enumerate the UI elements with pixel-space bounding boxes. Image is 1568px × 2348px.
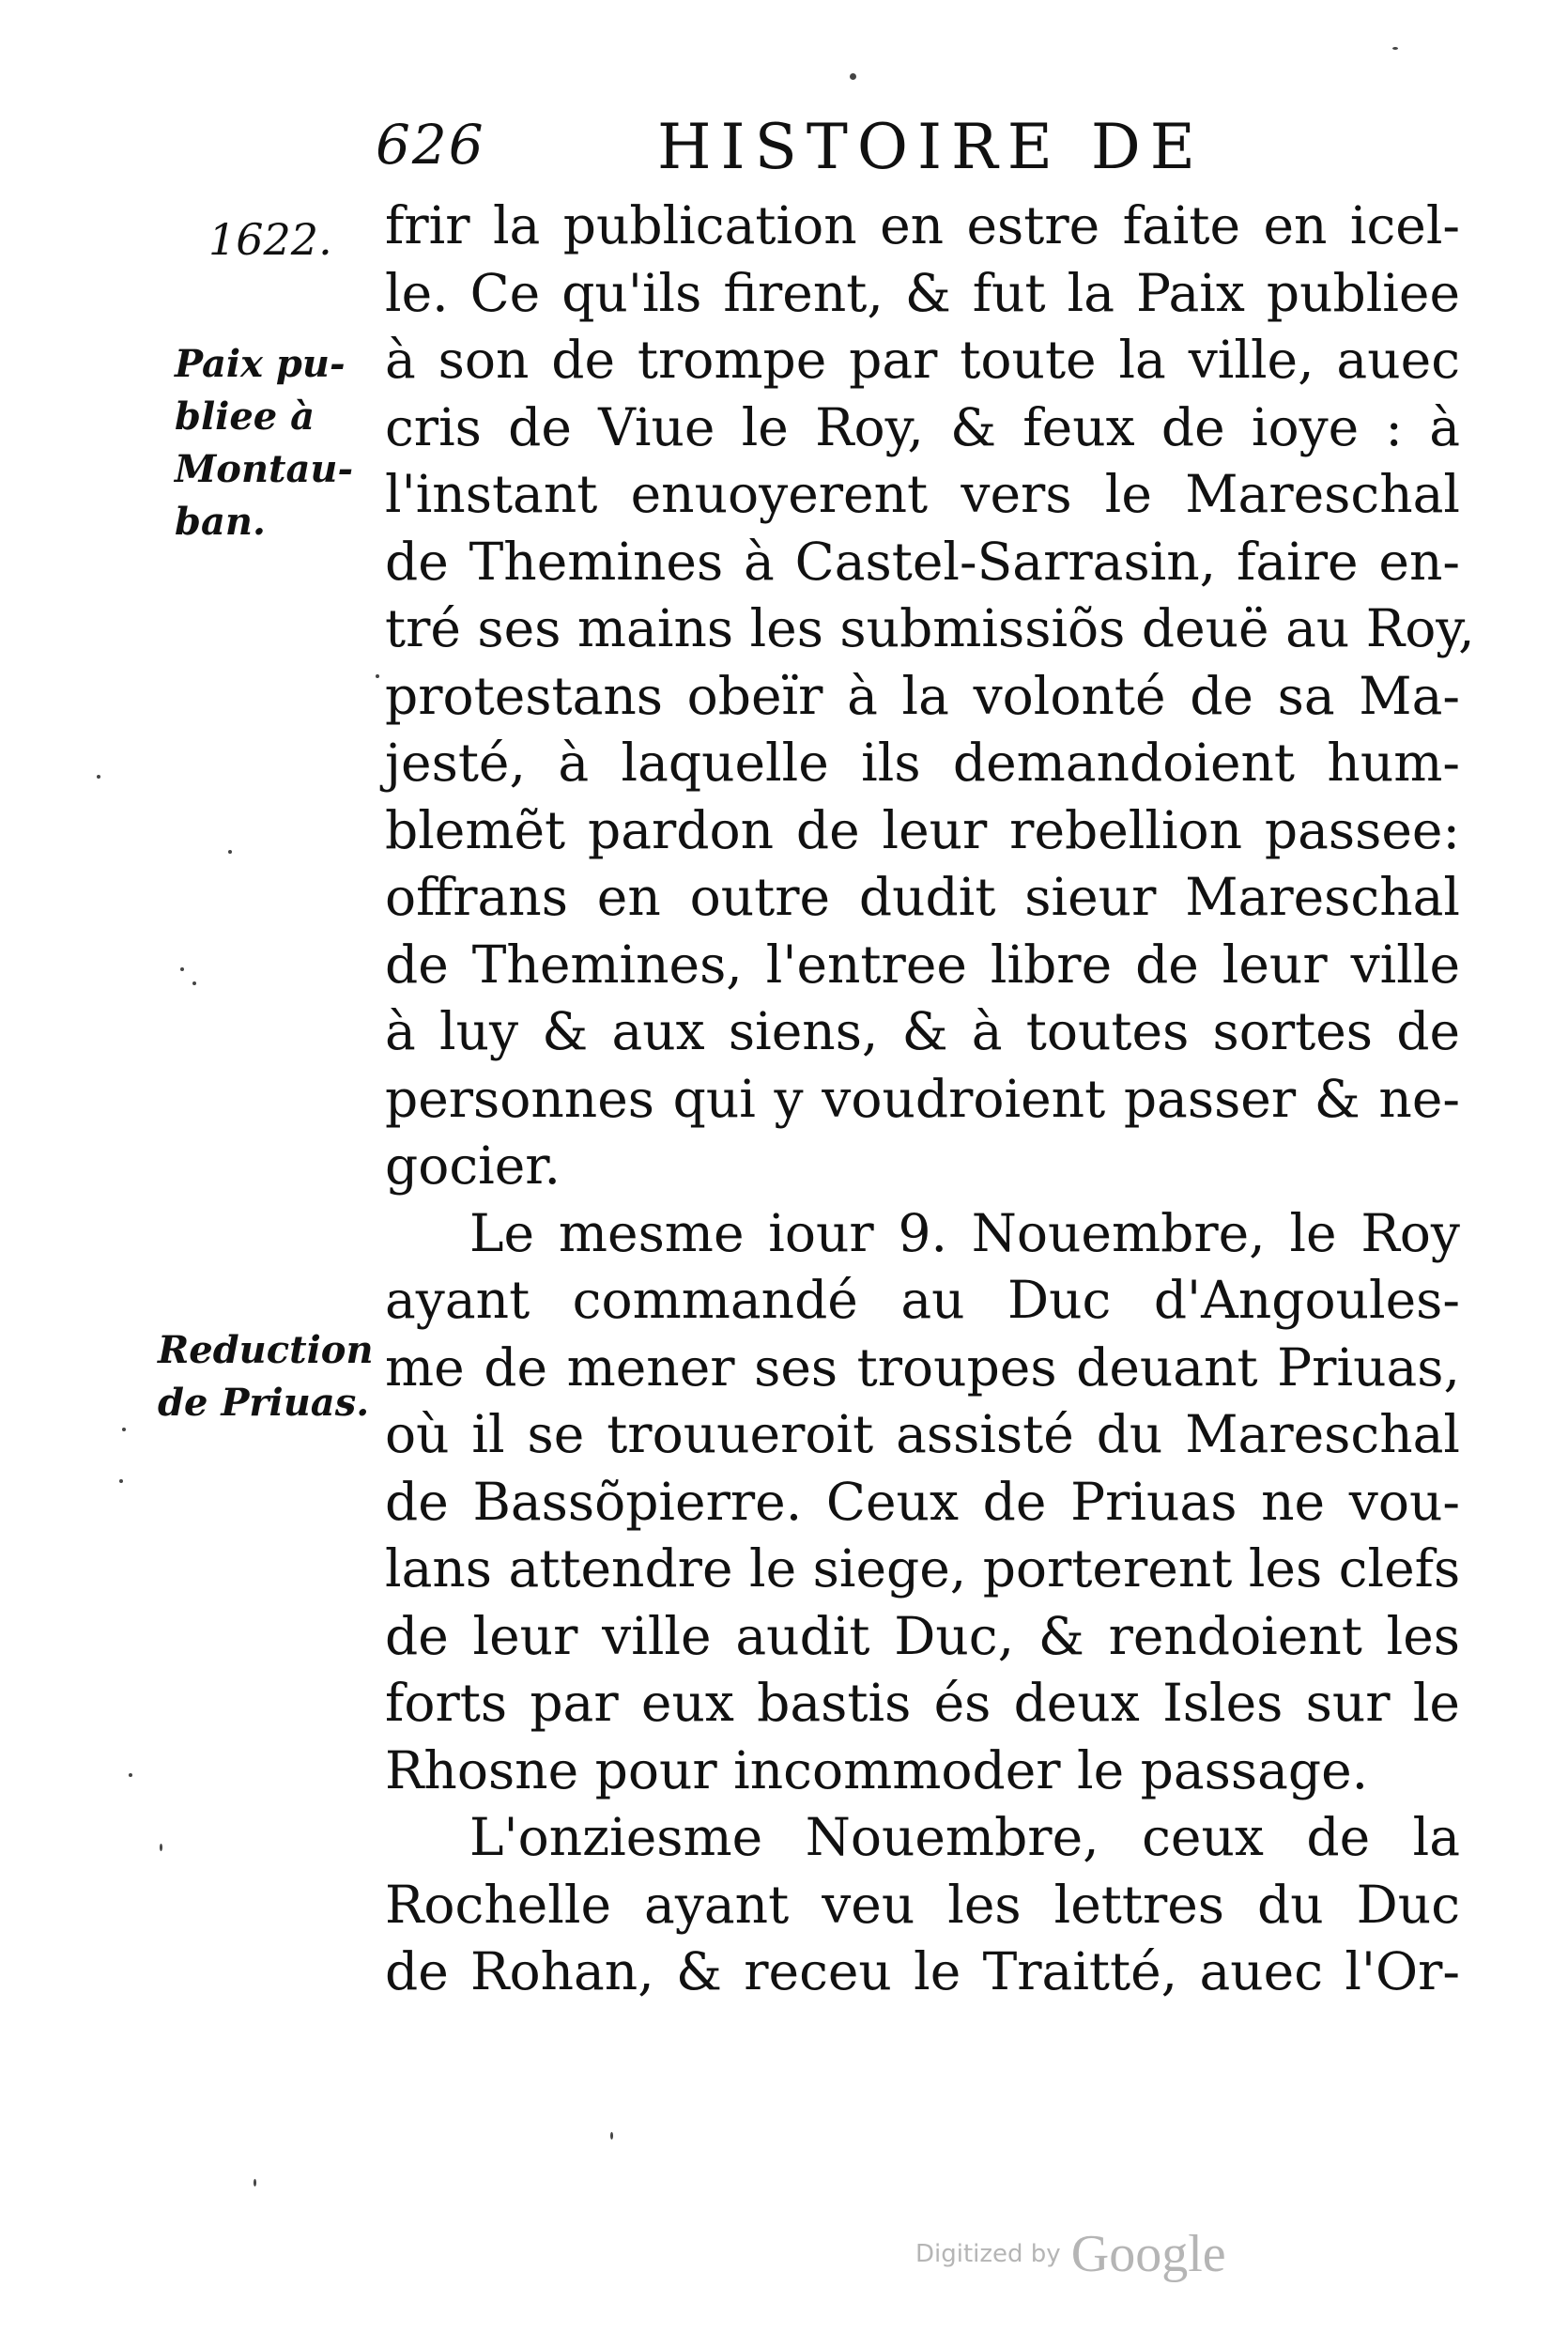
margin-note-line: bliee à <box>175 394 315 439</box>
scan-speck <box>228 850 232 854</box>
scan-speck <box>376 674 379 678</box>
text-line: à luy & aux siens, & à toutes sortes de <box>385 1001 1460 1061</box>
running-head: HISTOIRE DE <box>657 111 1205 183</box>
scan-speck <box>254 2179 256 2186</box>
text-line: personnes qui y voudroient passer & ne- <box>385 1068 1460 1129</box>
scan-speck <box>192 981 196 985</box>
text-line: lans attendre le siege, porterent les clefs <box>385 1538 1461 1599</box>
body-text <box>385 193 1475 2006</box>
margin-note-line: ban. <box>175 500 266 544</box>
text-line: gocier. <box>385 1135 561 1196</box>
scan-speck <box>1392 47 1398 50</box>
text-line: offrans en outre dudit sieur Mareschal <box>385 867 1460 927</box>
text-line: forts par eux bastis és deux Isles sur le <box>385 1673 1460 1733</box>
scan-speck <box>160 1844 162 1851</box>
text-line: cris de Viue le Roy, & feux de ioye : à <box>385 396 1460 457</box>
text-line: à son de trompe par toute la ville, auec <box>385 330 1460 390</box>
text-line: jesté, à laquelle ils demandoient hum- <box>385 733 1460 793</box>
scan-speck <box>610 2132 613 2139</box>
margin-note-reduction <box>158 1324 388 1429</box>
margin-note-paix <box>175 338 381 548</box>
digitized-by-google-watermark <box>915 2224 1226 2284</box>
text-line: Rhosne pour incommoder le passage. <box>385 1739 1369 1800</box>
text-line: tré ses mains les submissiõs deuë au Roy, <box>385 598 1475 658</box>
watermark-prefix: Digitized by <box>915 2240 1061 2268</box>
scan-speck <box>180 967 184 971</box>
text-line: blemẽt pardon de leur rebellion passee: <box>385 799 1460 860</box>
text-line: l'instant enuoyerent vers le Mareschal <box>385 464 1460 524</box>
text-line: me de mener ses troupes deuant Priuas, <box>385 1336 1460 1398</box>
scan-speck <box>119 1479 123 1483</box>
text-line: protestans obeïr à la volonté de sa Ma- <box>385 665 1460 726</box>
text-line: ayant commandé au Duc d'Angoules- <box>385 1270 1460 1330</box>
margin-note-line: Montau- <box>175 447 354 491</box>
margin-note-line: Reduction <box>158 1328 374 1372</box>
text-line: Le mesme iour 9. Nouembre, le Roy <box>469 1202 1460 1263</box>
text-line: de Bassõpierre. Ceux de Priuas ne vou- <box>385 1471 1460 1532</box>
text-line: de leur ville audit Duc, & rendoient les <box>385 1605 1460 1666</box>
scan-speck <box>122 1428 126 1431</box>
text-line: Rochelle ayant veu les lettres du Duc <box>385 1874 1460 1935</box>
text-line: où il se trouueroit assisté du Mareschal <box>385 1404 1460 1464</box>
text-line: le. Ce qu'ils firent, & fut la Paix publiee <box>385 262 1460 323</box>
margin-year: 1622. <box>208 214 332 265</box>
text-line: de Themines, l'entree libre de leur ville <box>385 934 1460 995</box>
text-line: de Themines à Castel-Sarrasin, faire en- <box>385 531 1460 592</box>
margin-note-line: Paix pu- <box>175 342 346 386</box>
google-logo: Google <box>1070 2225 1226 2283</box>
text-line: de Rohan, & receu le Traitté, auec l'Or- <box>385 1941 1460 2001</box>
margin-note-line: de Priuas. <box>158 1381 370 1425</box>
scan-speck <box>97 775 100 779</box>
scan-speck <box>129 1773 132 1777</box>
page-number: 626 <box>376 113 485 177</box>
text-line: L'onziesme Nouembre, ceux de la <box>469 1807 1460 1867</box>
text-line: frir la publication en estre faite en icel- <box>385 195 1460 255</box>
scan-speck <box>850 73 856 80</box>
